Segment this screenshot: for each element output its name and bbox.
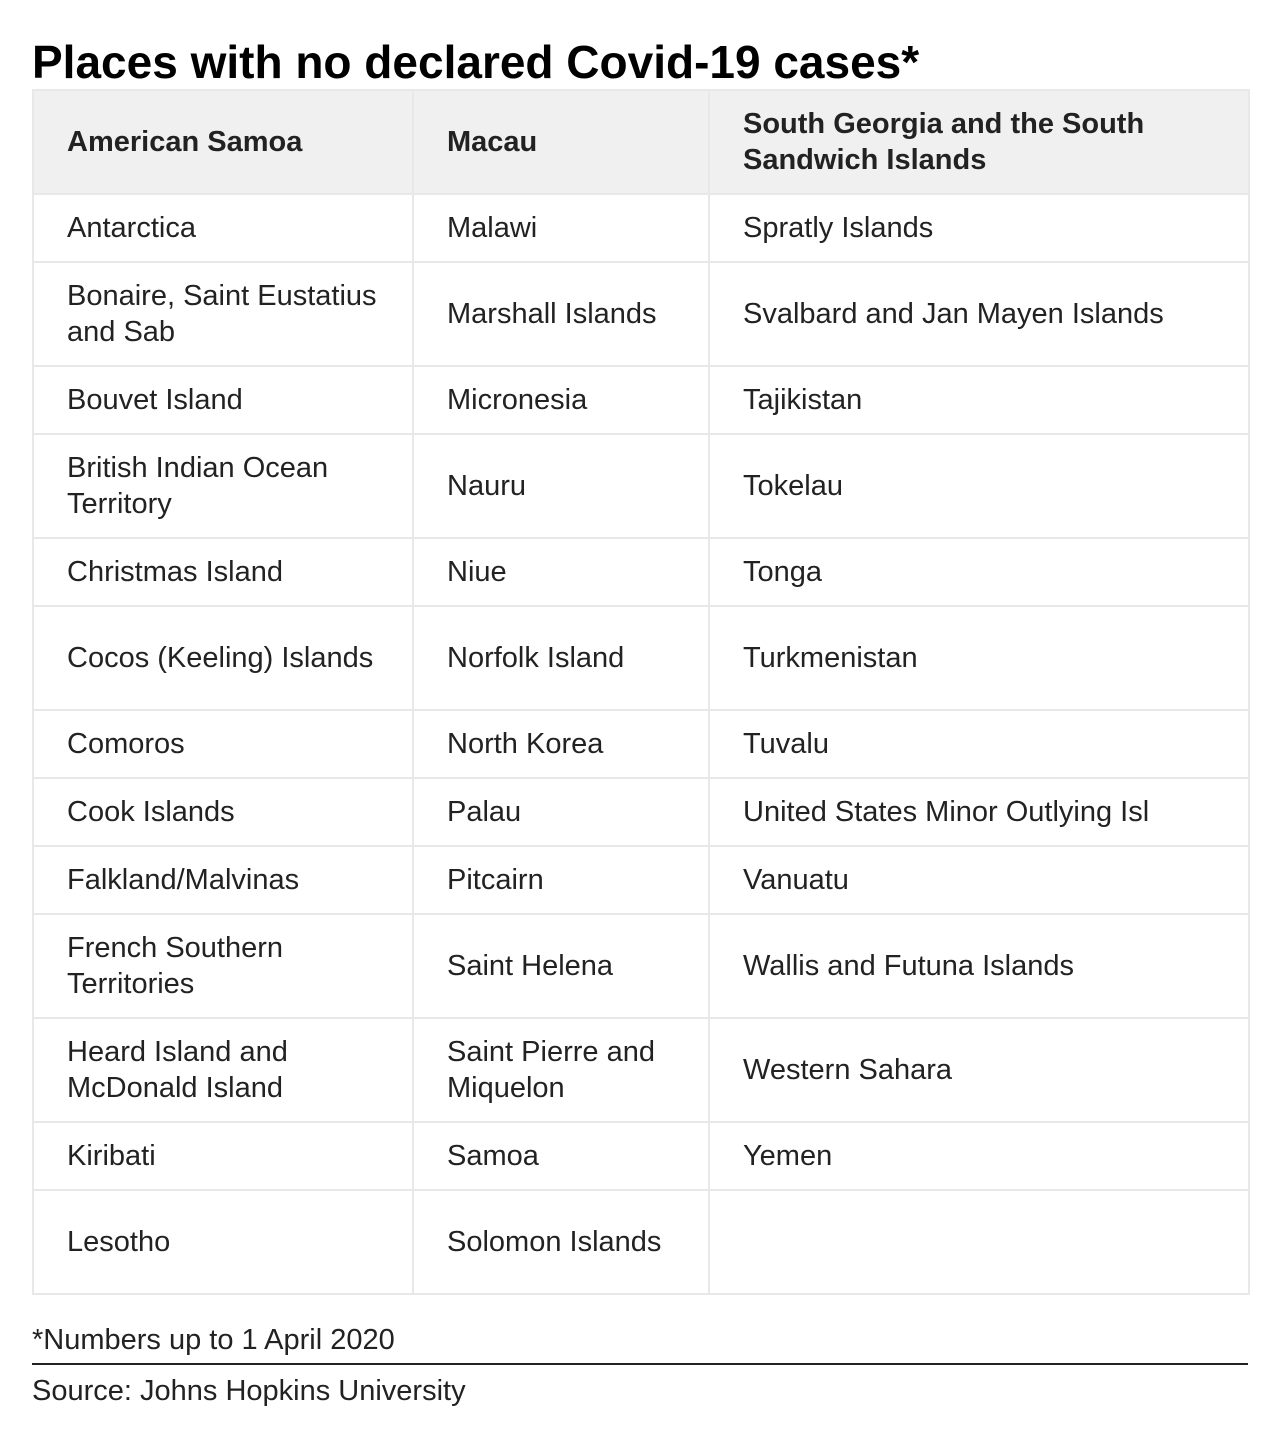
table-cell: Cocos (Keeling) Islands — [33, 606, 413, 710]
table-cell: Bonaire, Saint Eustatius and Sab — [33, 262, 413, 366]
table-cell: Svalbard and Jan Mayen Islands — [709, 262, 1249, 366]
table-cell: Niue — [413, 538, 709, 606]
table-header-row — [33, 90, 1249, 194]
table-header-cell: Macau — [413, 90, 709, 194]
table-cell: Spratly Islands — [709, 194, 1249, 262]
table-cell: British Indian Ocean Territory — [33, 434, 413, 538]
places-table — [32, 89, 1250, 1295]
table-row — [33, 434, 1249, 538]
table-row — [33, 846, 1249, 914]
table-cell: Micronesia — [413, 366, 709, 434]
table-cell: Western Sahara — [709, 1018, 1249, 1122]
table-cell: North Korea — [413, 710, 709, 778]
table-cell: Cook Islands — [33, 778, 413, 846]
table-cell: Lesotho — [33, 1190, 413, 1294]
table-cell: Tokelau — [709, 434, 1249, 538]
table-cell: Comoros — [33, 710, 413, 778]
table-cell: Wallis and Futuna Islands — [709, 914, 1249, 1018]
table-cell: Tajikistan — [709, 366, 1249, 434]
table-cell: Turkmenistan — [709, 606, 1249, 710]
table-cell: Christmas Island — [33, 538, 413, 606]
table-cell: Yemen — [709, 1122, 1249, 1190]
table-row — [33, 1122, 1249, 1190]
divider — [32, 1363, 1248, 1365]
table-cell: Nauru — [413, 434, 709, 538]
table-cell: Norfolk Island — [413, 606, 709, 710]
table-row — [33, 366, 1249, 434]
table-row — [33, 1018, 1249, 1122]
table-cell: Samoa — [413, 1122, 709, 1190]
table-header-cell: South Georgia and the South Sandwich Islands — [709, 90, 1249, 194]
table-cell: French Southern Territories — [33, 914, 413, 1018]
table-cell: Kiribati — [33, 1122, 413, 1190]
table-cell: Antarctica — [33, 194, 413, 262]
source-note: Source: Johns Hopkins University — [32, 1375, 466, 1407]
footnote: *Numbers up to 1 April 2020 — [32, 1324, 395, 1356]
table-cell: Malawi — [413, 194, 709, 262]
table-row — [33, 606, 1249, 710]
table-cell: Falkland/Malvinas — [33, 846, 413, 914]
table-cell: Palau — [413, 778, 709, 846]
table-row — [33, 914, 1249, 1018]
table-cell: Heard Island and McDonald Island — [33, 1018, 413, 1122]
table-cell: Pitcairn — [413, 846, 709, 914]
table-cell — [709, 1190, 1249, 1294]
table-cell: Vanuatu — [709, 846, 1249, 914]
table-cell: Marshall Islands — [413, 262, 709, 366]
table-header-cell: American Samoa — [33, 90, 413, 194]
table-row — [33, 194, 1249, 262]
table-row — [33, 1190, 1249, 1294]
page-title: Places with no declared Covid-19 cases* — [32, 36, 920, 88]
table-row — [33, 710, 1249, 778]
table-cell: Bouvet Island — [33, 366, 413, 434]
table-cell: United States Minor Outlying Isl — [709, 778, 1249, 846]
table-row — [33, 778, 1249, 846]
table-cell: Tonga — [709, 538, 1249, 606]
table-row — [33, 262, 1249, 366]
table-cell: Tuvalu — [709, 710, 1249, 778]
table-cell: Saint Helena — [413, 914, 709, 1018]
table-cell: Saint Pierre and Miquelon — [413, 1018, 709, 1122]
table-row — [33, 538, 1249, 606]
table-cell: Solomon Islands — [413, 1190, 709, 1294]
